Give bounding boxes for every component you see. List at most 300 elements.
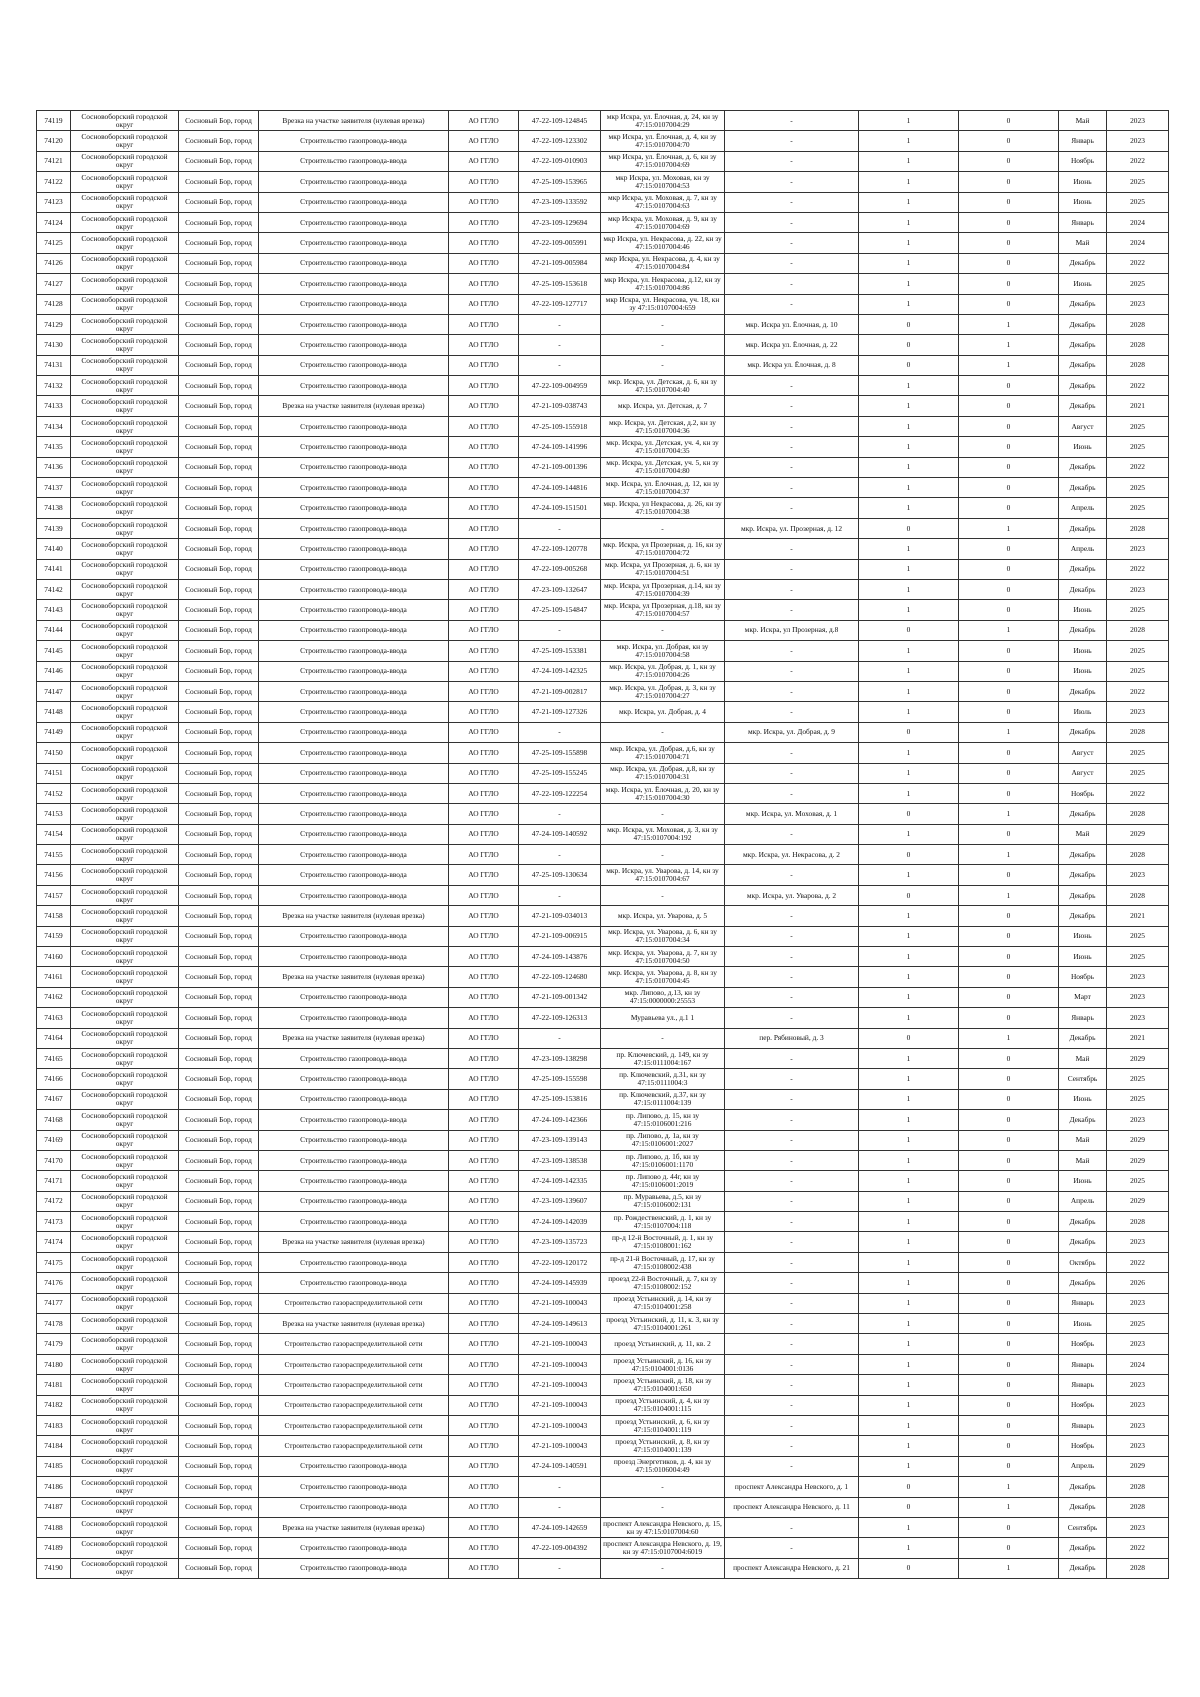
month-cell: Май [1059,1150,1107,1170]
year-cell: 2023 [1107,539,1169,559]
work-type-cell: Строительство газопровода-ввода [259,314,449,334]
month-cell: Июль [1059,702,1107,722]
existing-address-cell: - [601,1028,725,1048]
existing-address-cell: проезд Устьинский, д. 18, кн зу 47:15:0104001:650 [601,1375,725,1395]
year-cell: 2025 [1107,416,1169,436]
row-number-cell: 74157 [37,885,71,905]
request-number-cell: 47-24-109-140592 [519,824,601,844]
row-number-cell: 74159 [37,926,71,946]
settlement-cell: Сосновый Бор, город [179,1436,259,1456]
organization-cell: АО ГГЛО [449,1150,519,1170]
request-number-cell: 47-24-109-140591 [519,1456,601,1476]
row-number-cell: 74128 [37,294,71,314]
existing-address-cell: мкр. Искра, ул. Уварова, д. 6, кн зу 47:15:0107004:34 [601,926,725,946]
settlement-cell: Сосновый Бор, город [179,253,259,273]
work-type-cell: Врезка на участке заявителя (нулевая врезка) [259,1232,449,1252]
existing-count-cell: 1 [859,1110,959,1130]
year-cell: 2023 [1107,1110,1169,1130]
row-number-cell: 74143 [37,600,71,620]
district-cell: Сосновоборский городской округ [71,885,179,905]
request-number-cell: 47-21-109-038743 [519,396,601,416]
month-cell: Август [1059,763,1107,783]
work-type-cell: Строительство газопровода-ввода [259,457,449,477]
planned-count-cell: 0 [959,172,1059,192]
work-type-cell: Строительство газопровода-ввода [259,518,449,538]
district-cell: Сосновоборский городской округ [71,1456,179,1476]
month-cell: Апрель [1059,1191,1107,1211]
work-type-cell: Строительство газопровода-ввода [259,579,449,599]
planned-count-cell: 1 [959,845,1059,865]
settlement-cell: Сосновый Бор, город [179,416,259,436]
existing-count-cell: 0 [859,1028,959,1048]
year-cell: 2028 [1107,885,1169,905]
planned-count-cell: 0 [959,1273,1059,1293]
request-number-cell: 47-25-109-153965 [519,172,601,192]
request-number-cell: 47-24-109-145939 [519,1273,601,1293]
request-number-cell: 47-24-109-151501 [519,498,601,518]
settlement-cell: Сосновый Бор, город [179,1416,259,1436]
work-type-cell: Строительство газопровода-ввода [259,1130,449,1150]
row-number-cell: 74148 [37,702,71,722]
organization-cell: АО ГГЛО [449,1191,519,1211]
settlement-cell: Сосновый Бор, город [179,1191,259,1211]
existing-address-cell: мкр Искра, ул. Ёлочная, д. 24, кн зу 47:15:0107004:29 [601,111,725,131]
existing-count-cell: 1 [859,416,959,436]
table-row [37,1191,1169,1211]
organization-cell: АО ГГЛО [449,1375,519,1395]
existing-address-cell: мкр. Искра, ул Некрасова, д. 26, кн зу 47:15:0107004:38 [601,498,725,518]
table-row [37,681,1169,701]
planned-count-cell: 0 [959,294,1059,314]
existing-count-cell: 1 [859,661,959,681]
table-row [37,1232,1169,1252]
month-cell: Январь [1059,212,1107,232]
request-number-cell: 47-25-109-153381 [519,641,601,661]
planned-address-cell: - [725,1395,859,1415]
row-number-cell: 74119 [37,111,71,131]
row-number-cell: 74179 [37,1334,71,1354]
request-number-cell: 47-24-109-143876 [519,947,601,967]
year-cell: 2025 [1107,763,1169,783]
planned-address-cell: - [725,1314,859,1334]
planned-count-cell: 0 [959,926,1059,946]
existing-count-cell: 1 [859,702,959,722]
settlement-cell: Сосновый Бор, город [179,111,259,131]
planned-address-cell: - [725,437,859,457]
table-row [37,478,1169,498]
organization-cell: АО ГГЛО [449,437,519,457]
district-cell: Сосновоборский городской округ [71,1416,179,1436]
work-type-cell: Строительство газопровода-ввода [259,437,449,457]
year-cell: 2023 [1107,865,1169,885]
row-number-cell: 74149 [37,722,71,742]
district-cell: Сосновоборский городской округ [71,1334,179,1354]
row-number-cell: 74169 [37,1130,71,1150]
row-number-cell: 74155 [37,845,71,865]
existing-count-cell: 1 [859,1273,959,1293]
planned-count-cell: 0 [959,967,1059,987]
month-cell: Декабрь [1059,253,1107,273]
row-number-cell: 74188 [37,1517,71,1537]
work-type-cell: Строительство газопровода-ввода [259,641,449,661]
planned-address-cell: пер. Рябиновый, д. 3 [725,1028,859,1048]
district-cell: Сосновоборский городской округ [71,1232,179,1252]
district-cell: Сосновоборский городской округ [71,1558,179,1578]
planned-address-cell: - [725,702,859,722]
existing-count-cell: 1 [859,1232,959,1252]
planned-count-cell: 1 [959,314,1059,334]
table-row [37,396,1169,416]
work-type-cell: Строительство газопровода-ввода [259,661,449,681]
organization-cell: АО ГГЛО [449,539,519,559]
settlement-cell: Сосновый Бор, город [179,579,259,599]
request-number-cell: - [519,518,601,538]
month-cell: Декабрь [1059,579,1107,599]
year-cell: 2028 [1107,1558,1169,1578]
organization-cell: АО ГГЛО [449,579,519,599]
month-cell: Декабрь [1059,1558,1107,1578]
existing-address-cell: проезд 22-й Восточный, д. 7, кн зу 47:15:0108002:152 [601,1273,725,1293]
month-cell: Июнь [1059,1314,1107,1334]
year-cell: 2025 [1107,600,1169,620]
planned-address-cell: - [725,1252,859,1272]
settlement-cell: Сосновый Бор, город [179,1150,259,1170]
planned-address-cell: - [725,376,859,396]
request-number-cell: 47-21-109-100043 [519,1375,601,1395]
existing-address-cell: пр. Ключевский, д.31, кн зу 47:15:0111004:3 [601,1069,725,1089]
existing-count-cell: 1 [859,1354,959,1374]
year-cell: 2021 [1107,1028,1169,1048]
planned-address-cell: - [725,1130,859,1150]
settlement-cell: Сосновый Бор, город [179,274,259,294]
planned-address-cell: проспект Александра Невского, д. 11 [725,1497,859,1517]
planned-address-cell: - [725,1354,859,1374]
month-cell: Май [1059,233,1107,253]
planned-address-cell: - [725,457,859,477]
planned-count-cell: 0 [959,1314,1059,1334]
existing-address-cell: - [601,355,725,375]
year-cell: 2025 [1107,274,1169,294]
request-number-cell: 47-24-109-142366 [519,1110,601,1130]
organization-cell: АО ГГЛО [449,641,519,661]
existing-count-cell: 1 [859,600,959,620]
organization-cell: АО ГГЛО [449,1538,519,1558]
row-number-cell: 74138 [37,498,71,518]
planned-count-cell: 0 [959,131,1059,151]
district-cell: Сосновоборский городской округ [71,1375,179,1395]
existing-address-cell: мкр. Искра, ул. Добрая, д.6, кн зу 47:15:0107004:71 [601,743,725,763]
organization-cell: АО ГГЛО [449,1232,519,1252]
existing-address-cell: мкр Искра, ул. Моховая, кн зу 47:15:0107004:53 [601,172,725,192]
table-row [37,600,1169,620]
district-cell: Сосновоборский городской округ [71,539,179,559]
year-cell: 2022 [1107,151,1169,171]
row-number-cell: 74141 [37,559,71,579]
work-type-cell: Строительство газопровода-ввода [259,824,449,844]
table-row [37,947,1169,967]
year-cell: 2025 [1107,1171,1169,1191]
table-row [37,355,1169,375]
year-cell: 2025 [1107,1314,1169,1334]
year-cell: 2029 [1107,1150,1169,1170]
existing-address-cell: мкр Искра, ул. Ёлочная, д. 4, кн зу 47:15:0107004:70 [601,131,725,151]
district-cell: Сосновоборский городской округ [71,396,179,416]
table-row [37,1089,1169,1109]
organization-cell: АО ГГЛО [449,1477,519,1497]
row-number-cell: 74171 [37,1171,71,1191]
settlement-cell: Сосновый Бор, город [179,212,259,232]
month-cell: Июнь [1059,600,1107,620]
planned-count-cell: 1 [959,1497,1059,1517]
month-cell: Апрель [1059,1456,1107,1476]
existing-count-cell: 1 [859,376,959,396]
request-number-cell: 47-22-109-127717 [519,294,601,314]
request-number-cell: - [519,722,601,742]
settlement-cell: Сосновый Бор, город [179,620,259,640]
settlement-cell: Сосновый Бор, город [179,722,259,742]
request-number-cell: 47-24-109-142039 [519,1212,601,1232]
table-row [37,1375,1169,1395]
table-row [37,661,1169,681]
year-cell: 2022 [1107,1252,1169,1272]
year-cell: 2022 [1107,457,1169,477]
planned-address-cell: мкр. Искра, ул. Добрая, д. 9 [725,722,859,742]
district-cell: Сосновоборский городской округ [71,1517,179,1537]
existing-address-cell: мкр. Искра, ул. Добрая, д. 1, кн зу 47:15:0107004:26 [601,661,725,681]
row-number-cell: 74122 [37,172,71,192]
existing-count-cell: 0 [859,355,959,375]
organization-cell: АО ГГЛО [449,1517,519,1537]
existing-address-cell: мкр. Искра, ул Прозерная, д. 6, кн зу 47:15:0107004:51 [601,559,725,579]
row-number-cell: 74165 [37,1048,71,1068]
district-cell: Сосновоборский городской округ [71,1028,179,1048]
planned-address-cell: - [725,947,859,967]
row-number-cell: 74183 [37,1416,71,1436]
row-number-cell: 74168 [37,1110,71,1130]
work-type-cell: Строительство газопровода-ввода [259,355,449,375]
month-cell: Август [1059,743,1107,763]
table-row [37,131,1169,151]
work-type-cell: Строительство газопровода-ввода [259,335,449,355]
organization-cell: АО ГГЛО [449,233,519,253]
year-cell: 2029 [1107,824,1169,844]
settlement-cell: Сосновый Бор, город [179,845,259,865]
planned-address-cell: мкр. Искра, ул. Уварова, д. 2 [725,885,859,905]
row-number-cell: 74127 [37,274,71,294]
planned-address-cell: - [725,172,859,192]
request-number-cell: 47-21-109-100043 [519,1436,601,1456]
existing-count-cell: 1 [859,967,959,987]
request-number-cell: 47-21-109-127326 [519,702,601,722]
row-number-cell: 74125 [37,233,71,253]
row-number-cell: 74180 [37,1354,71,1374]
request-number-cell: 47-23-109-132647 [519,579,601,599]
table-row [37,1171,1169,1191]
existing-count-cell: 0 [859,1497,959,1517]
existing-address-cell: мкр. Искра, ул. Детская, д. 6, кн зу 47:15:0107004:40 [601,376,725,396]
settlement-cell: Сосновый Бор, город [179,600,259,620]
table-row [37,559,1169,579]
district-cell: Сосновоборский городской округ [71,559,179,579]
district-cell: Сосновоборский городской округ [71,498,179,518]
work-type-cell: Строительство газопровода-ввода [259,1558,449,1578]
planned-address-cell: - [725,131,859,151]
existing-count-cell: 1 [859,192,959,212]
district-cell: Сосновоборский городской округ [71,783,179,803]
district-cell: Сосновоборский городской округ [71,865,179,885]
row-number-cell: 74124 [37,212,71,232]
existing-address-cell: - [601,722,725,742]
table-row [37,294,1169,314]
planned-address-cell: - [725,1232,859,1252]
year-cell: 2025 [1107,498,1169,518]
month-cell: Июнь [1059,641,1107,661]
request-number-cell: 47-22-109-005991 [519,233,601,253]
district-cell: Сосновоборский городской округ [71,1497,179,1517]
year-cell: 2025 [1107,641,1169,661]
planned-address-cell: - [725,1436,859,1456]
settlement-cell: Сосновый Бор, город [179,865,259,885]
work-type-cell: Строительство газопровода-ввода [259,1456,449,1476]
planned-count-cell: 0 [959,1171,1059,1191]
existing-count-cell: 1 [859,1517,959,1537]
existing-address-cell: - [601,1558,725,1578]
organization-cell: АО ГГЛО [449,1252,519,1272]
row-number-cell: 74147 [37,681,71,701]
year-cell: 2025 [1107,743,1169,763]
organization-cell: АО ГГЛО [449,1436,519,1456]
organization-cell: АО ГГЛО [449,1293,519,1313]
planned-address-cell: мкр. Искра, ул. Моховая, д. 1 [725,804,859,824]
planned-address-cell: - [725,681,859,701]
planned-address-cell: - [725,824,859,844]
district-cell: Сосновоборский городской округ [71,926,179,946]
organization-cell: АО ГГЛО [449,600,519,620]
work-type-cell: Строительство газопровода-ввода [259,1538,449,1558]
planned-count-cell: 0 [959,1008,1059,1028]
month-cell: Апрель [1059,539,1107,559]
table-row [37,518,1169,538]
existing-address-cell: мкр Искра, ул. Моховая, д. 9, кн зу 47:15:0107004:69 [601,212,725,232]
row-number-cell: 74163 [37,1008,71,1028]
year-cell: 2029 [1107,1130,1169,1150]
month-cell: Июнь [1059,926,1107,946]
organization-cell: АО ГГЛО [449,1048,519,1068]
request-number-cell: 47-21-109-001342 [519,987,601,1007]
planned-count-cell: 0 [959,1130,1059,1150]
planned-address-cell: - [725,1110,859,1130]
district-cell: Сосновоборский городской округ [71,111,179,131]
work-type-cell: Строительство газопровода-ввода [259,151,449,171]
work-type-cell: Строительство газопровода-ввода [259,804,449,824]
settlement-cell: Сосновый Бор, город [179,641,259,661]
existing-count-cell: 1 [859,437,959,457]
existing-address-cell: мкр. Искра, ул. Детская, уч. 5, кн зу 47:15:0107004:80 [601,457,725,477]
month-cell: Декабрь [1059,457,1107,477]
district-cell: Сосновоборский городской округ [71,131,179,151]
planned-count-cell: 1 [959,1558,1059,1578]
row-number-cell: 74152 [37,783,71,803]
table-row [37,845,1169,865]
month-cell: Июнь [1059,661,1107,681]
table-row [37,274,1169,294]
table-row [37,1416,1169,1436]
row-number-cell: 74177 [37,1293,71,1313]
row-number-cell: 74135 [37,437,71,457]
settlement-cell: Сосновый Бор, город [179,1110,259,1130]
request-number-cell: 47-24-109-141996 [519,437,601,457]
planned-count-cell: 1 [959,804,1059,824]
request-number-cell: 47-25-109-155898 [519,743,601,763]
district-cell: Сосновоборский городской округ [71,906,179,926]
settlement-cell: Сосновый Бор, город [179,498,259,518]
district-cell: Сосновоборский городской округ [71,1069,179,1089]
planned-count-cell: 0 [959,253,1059,273]
table-row [37,1293,1169,1313]
request-number-cell: 47-23-109-138298 [519,1048,601,1068]
settlement-cell: Сосновый Бор, город [179,314,259,334]
planned-address-cell: - [725,212,859,232]
settlement-cell: Сосновый Бор, город [179,1497,259,1517]
month-cell: Январь [1059,1008,1107,1028]
planned-address-cell: - [725,233,859,253]
existing-count-cell: 1 [859,1538,959,1558]
existing-address-cell: проезд Энергетиков, д. 4, кн зу 47:15:0106004:49 [601,1456,725,1476]
table-row [37,1395,1169,1415]
request-number-cell: 47-21-109-100043 [519,1395,601,1415]
year-cell: 2023 [1107,294,1169,314]
row-number-cell: 74184 [37,1436,71,1456]
planned-address-cell: - [725,396,859,416]
table-row [37,314,1169,334]
year-cell: 2023 [1107,1293,1169,1313]
existing-count-cell: 1 [859,783,959,803]
year-cell: 2028 [1107,355,1169,375]
existing-address-cell: мкр. Искра, ул Прозерная, д.14, кн зу 47:15:0107004:39 [601,579,725,599]
planned-address-cell: - [725,111,859,131]
request-number-cell: 47-22-109-126313 [519,1008,601,1028]
existing-count-cell: 1 [859,1436,959,1456]
year-cell: 2028 [1107,1497,1169,1517]
request-number-cell: - [519,1497,601,1517]
planned-count-cell: 0 [959,947,1059,967]
table-row [37,212,1169,232]
year-cell: 2025 [1107,661,1169,681]
planned-address-cell: - [725,1171,859,1191]
existing-count-cell: 1 [859,641,959,661]
row-number-cell: 74185 [37,1456,71,1476]
planned-address-cell: - [725,1456,859,1476]
organization-cell: АО ГГЛО [449,457,519,477]
planned-count-cell: 0 [959,233,1059,253]
organization-cell: АО ГГЛО [449,824,519,844]
district-cell: Сосновоборский городской округ [71,702,179,722]
request-number-cell: 47-25-109-155918 [519,416,601,436]
existing-address-cell: проезд Устьинский, д. 4, кн зу 47:15:0104001:115 [601,1395,725,1415]
work-type-cell: Строительство газопровода-ввода [259,478,449,498]
planned-address-cell: - [725,1273,859,1293]
year-cell: 2022 [1107,1538,1169,1558]
planned-address-cell: - [725,1069,859,1089]
settlement-cell: Сосновый Бор, город [179,1048,259,1068]
existing-address-cell: мкр. Искра, ул. Детская, д.2, кн зу 47:15:0107004:36 [601,416,725,436]
settlement-cell: Сосновый Бор, город [179,1395,259,1415]
existing-count-cell: 1 [859,1150,959,1170]
work-type-cell: Строительство газопровода-ввода [259,865,449,885]
existing-count-cell: 0 [859,804,959,824]
existing-count-cell: 1 [859,1293,959,1313]
organization-cell: АО ГГЛО [449,478,519,498]
